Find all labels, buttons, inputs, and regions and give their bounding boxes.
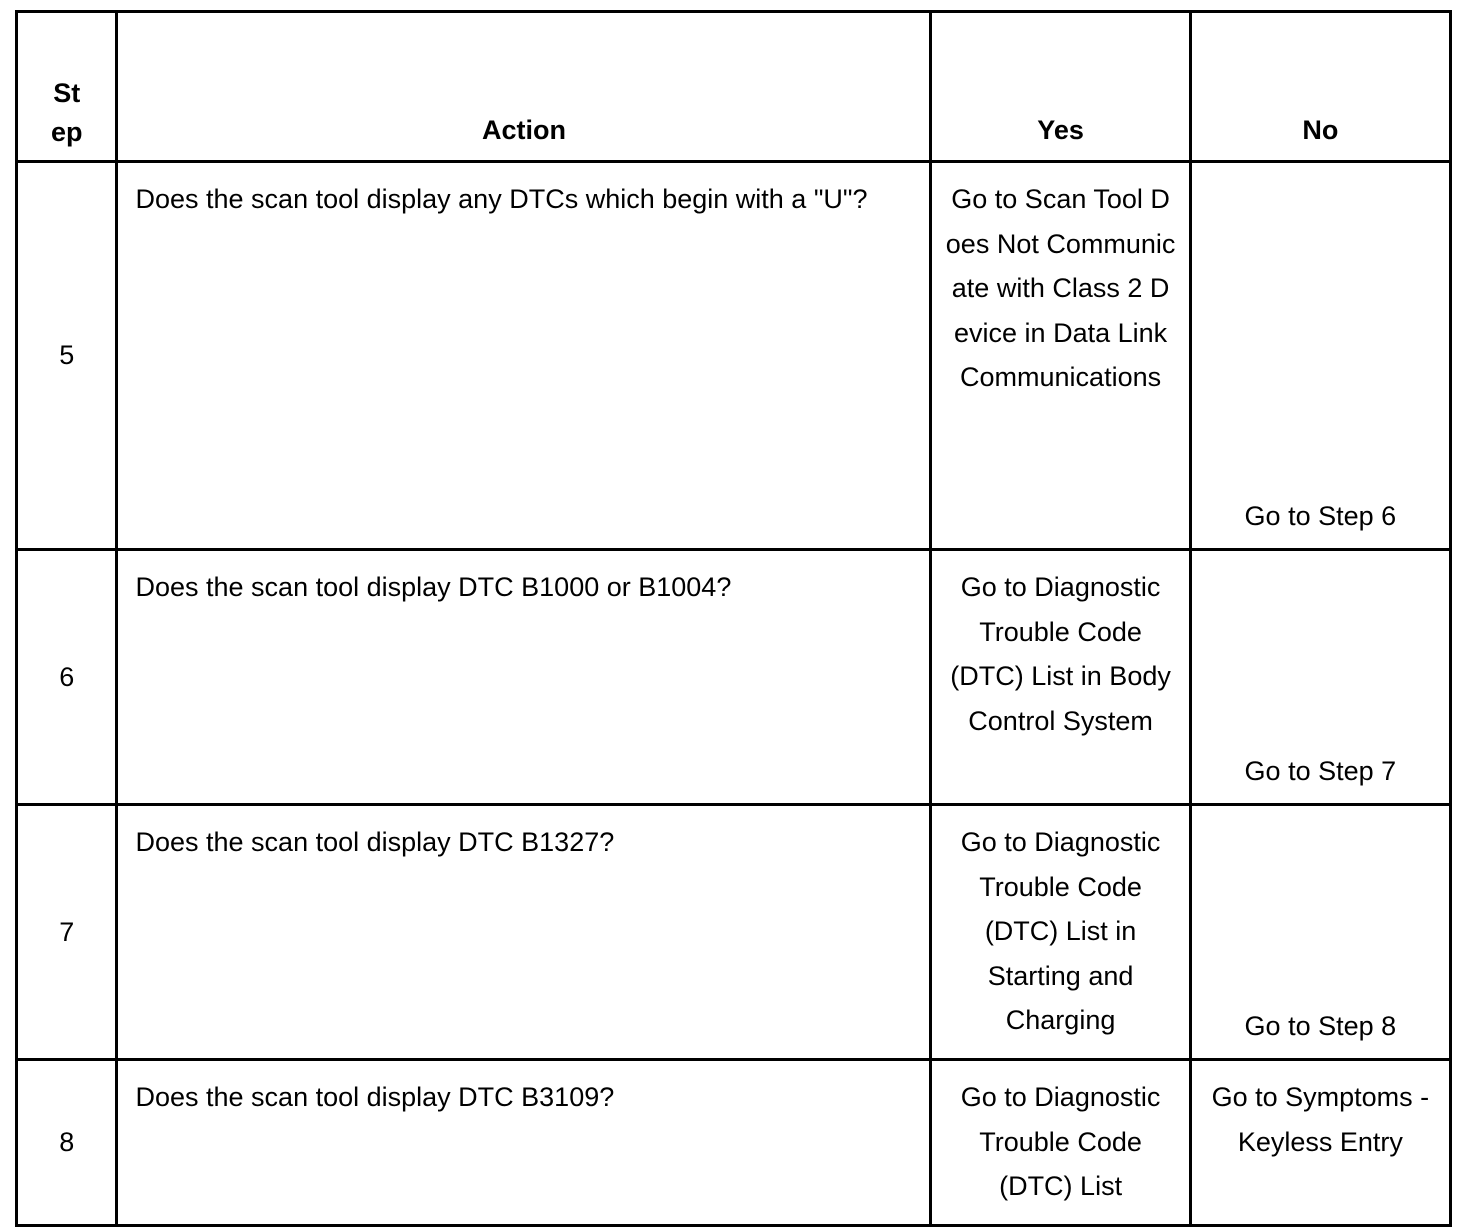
table-row xyxy=(17,805,1451,1060)
action-cell: Does the scan tool display DTC B3109? xyxy=(117,1060,931,1226)
yes-cell: Go to Scan Tool Does Not Communicate with Class 2 Device in Data Link Communications xyxy=(931,162,1190,550)
no-cell: Go to Step 6 xyxy=(1190,162,1450,550)
step-column-header xyxy=(17,12,117,162)
step-cell: 5 xyxy=(17,162,117,550)
yes-cell: Go to Diagnostic Trouble Code (DTC) List in Body Control System xyxy=(931,550,1190,805)
table-row xyxy=(17,1060,1451,1226)
no-column-header: No xyxy=(1190,12,1450,162)
step-cell: 6 xyxy=(17,550,117,805)
yes-cell: Go to Diagnostic Trouble Code (DTC) List xyxy=(931,1060,1190,1226)
step-cell: 8 xyxy=(17,1060,117,1226)
action-cell: Does the scan tool display any DTCs which begin with a "U"? xyxy=(117,162,931,550)
diagnostic-step-table xyxy=(15,10,1452,1227)
no-cell: Go to Step 8 xyxy=(1190,805,1450,1060)
no-cell: Go to Symptoms - Keyless Entry xyxy=(1190,1060,1450,1226)
action-cell: Does the scan tool display DTC B1000 or B1004? xyxy=(117,550,931,805)
yes-cell: Go to Diagnostic Trouble Code (DTC) List in Starting and Charging xyxy=(931,805,1190,1060)
table-row xyxy=(17,550,1451,805)
yes-column-header: Yes xyxy=(931,12,1190,162)
action-cell: Does the scan tool display DTC B1327? xyxy=(117,805,931,1060)
no-cell: Go to Step 7 xyxy=(1190,550,1450,805)
step-cell: 7 xyxy=(17,805,117,1060)
step-column-header-text: St ep xyxy=(50,78,83,147)
action-column-header: Action xyxy=(117,12,931,162)
table-row xyxy=(17,162,1451,550)
table-header-row xyxy=(17,12,1451,162)
